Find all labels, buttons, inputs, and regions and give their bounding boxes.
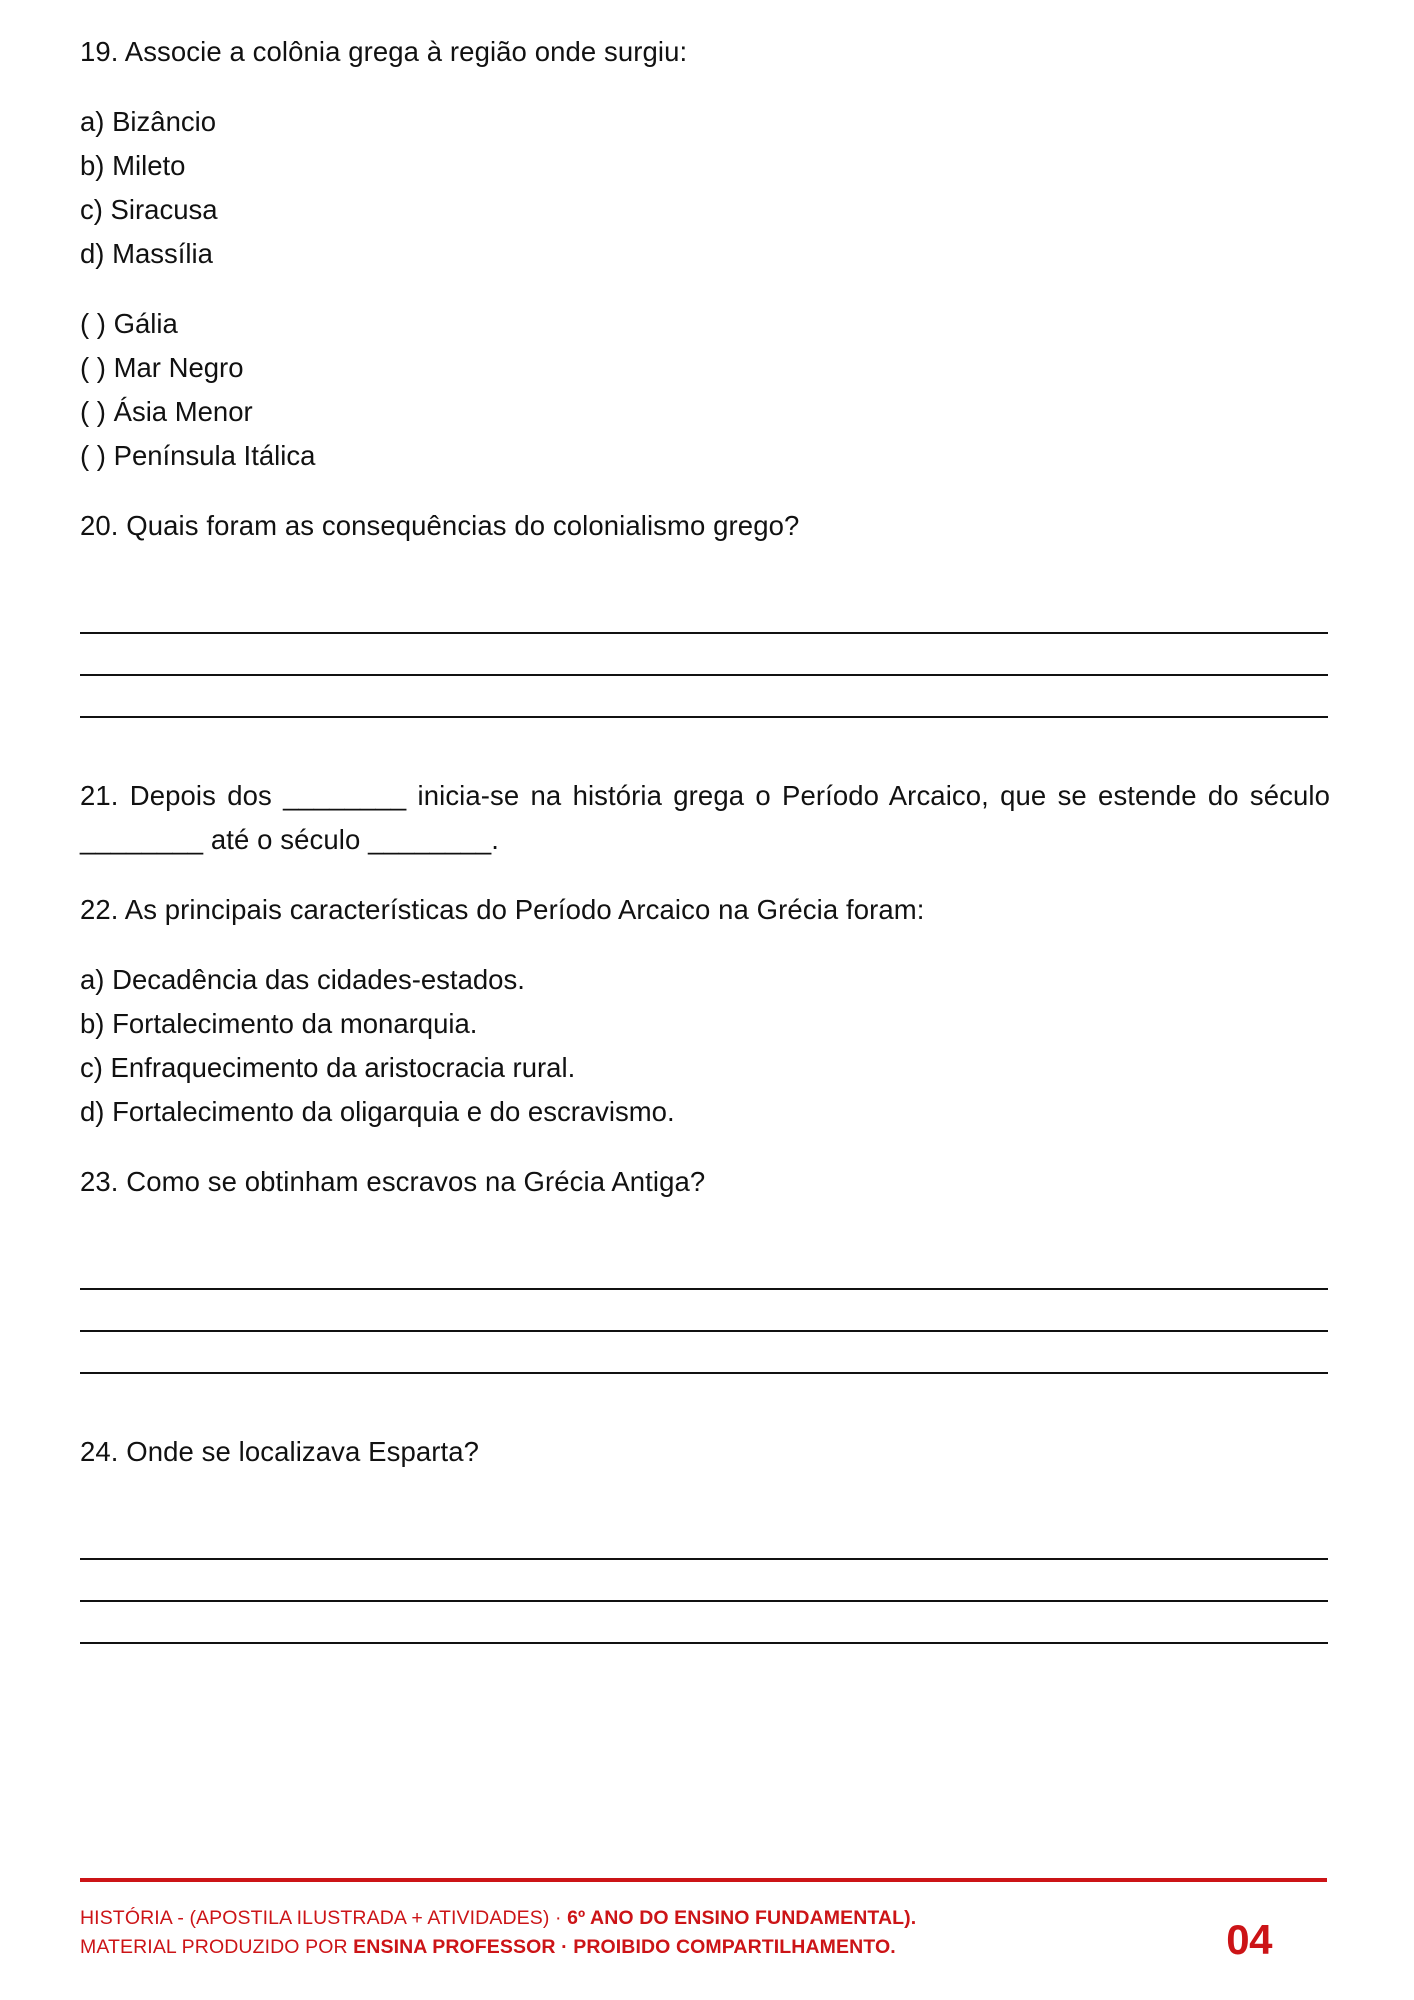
question-22-option-b[interactable]: b) Fortalecimento da monarquia. xyxy=(80,1008,478,1039)
spacer xyxy=(80,478,1330,504)
question-19-match-item-3[interactable]: ( ) Ásia Menor xyxy=(80,396,253,427)
footer-body xyxy=(80,1904,1330,1962)
question-23-answer-lines[interactable] xyxy=(80,1244,1328,1374)
question-22-option-d[interactable]: d) Fortalecimento da oligarquia e do escravismo. xyxy=(80,1096,675,1127)
answer-line[interactable] xyxy=(80,588,1328,634)
footer-line-2-bold: ENSINA PROFESSOR · PROIBIDO COMPARTILHAMENTO. xyxy=(353,1936,896,1958)
answer-line[interactable] xyxy=(80,676,1328,718)
question-22 xyxy=(80,888,1330,1134)
question-20-answer-lines[interactable] xyxy=(80,588,1328,718)
question-19-option-c[interactable]: c) Siracusa xyxy=(80,194,218,225)
question-19 xyxy=(80,30,1330,478)
question-24-prompt: 24. Onde se localizava Esparta? xyxy=(80,1436,480,1467)
spacer xyxy=(80,718,1330,774)
question-20 xyxy=(80,504,1330,718)
footer-divider xyxy=(80,1878,1327,1882)
spacer xyxy=(80,1204,1330,1244)
answer-line[interactable] xyxy=(80,1332,1328,1374)
question-21-prompt: 21. Depois dos ________ inicia-se na história grega o Período Arcaico, que se estende do século ________ até o século ________. xyxy=(80,780,1330,855)
answer-line[interactable] xyxy=(80,1560,1328,1602)
question-20-prompt: 20. Quais foram as consequências do colonialismo grego? xyxy=(80,510,800,541)
spacer xyxy=(80,932,1330,958)
answer-line[interactable] xyxy=(80,1244,1328,1290)
spacer xyxy=(80,1374,1330,1430)
footer-line-1-regular: HISTÓRIA - (APOSTILA ILUSTRADA + ATIVIDADES) · xyxy=(80,1907,568,1929)
footer-line-2-regular: MATERIAL PRODUZIDO POR xyxy=(80,1936,354,1958)
question-19-match-item-2[interactable]: ( ) Mar Negro xyxy=(80,352,244,383)
spacer xyxy=(80,74,1330,100)
question-21 xyxy=(80,774,1330,862)
answer-line[interactable] xyxy=(80,1602,1328,1644)
worksheet-content xyxy=(80,30,1330,1644)
spacer xyxy=(80,862,1330,888)
question-23 xyxy=(80,1160,1330,1374)
question-23-prompt: 23. Como se obtinham escravos na Grécia Antiga? xyxy=(80,1166,706,1197)
question-24 xyxy=(80,1430,1330,1644)
question-22-prompt: 22. As principais características do Período Arcaico na Grécia foram: xyxy=(80,894,925,925)
answer-line[interactable] xyxy=(80,1290,1328,1332)
footer-credit-text xyxy=(80,1904,916,1962)
question-19-match-item-4[interactable]: ( ) Península Itálica xyxy=(80,440,316,471)
footer-line-2 xyxy=(80,1933,916,1962)
answer-line[interactable] xyxy=(80,1514,1328,1560)
spacer xyxy=(80,1474,1330,1514)
answer-line[interactable] xyxy=(80,634,1328,676)
question-24-answer-lines[interactable] xyxy=(80,1514,1328,1644)
page-number: 04 xyxy=(1226,1916,1272,1963)
footer-line-1 xyxy=(80,1904,916,1933)
page-footer xyxy=(80,1878,1330,1962)
spacer xyxy=(80,276,1330,302)
question-19-match-item-1[interactable]: ( ) Gália xyxy=(80,308,178,339)
question-19-option-a[interactable]: a) Bizâncio xyxy=(80,106,217,137)
question-19-prompt: 19. Associe a colônia grega à região onde surgiu: xyxy=(80,36,688,67)
question-19-option-b[interactable]: b) Mileto xyxy=(80,150,186,181)
question-19-option-d[interactable]: d) Massília xyxy=(80,238,213,269)
spacer xyxy=(80,1134,1330,1160)
footer-line-1-bold: 6º ANO DO ENSINO FUNDAMENTAL). xyxy=(567,1907,917,1929)
question-22-option-a[interactable]: a) Decadência das cidades-estados. xyxy=(80,964,525,995)
question-22-option-c[interactable]: c) Enfraquecimento da aristocracia rural. xyxy=(80,1052,576,1083)
spacer xyxy=(80,548,1330,588)
